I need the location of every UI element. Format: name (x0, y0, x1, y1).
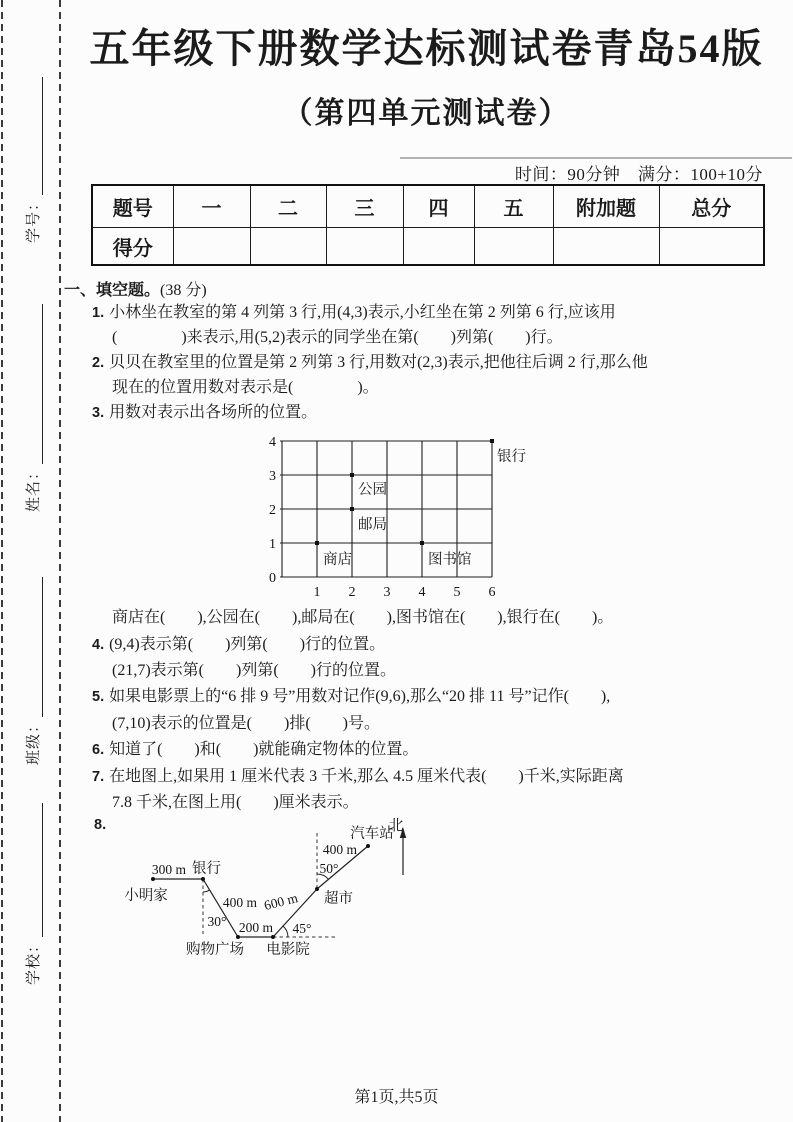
scan-fold-line (400, 157, 792, 159)
x-tick-6: 6 (488, 585, 496, 600)
question-3-line-1 (92, 403, 317, 423)
score-table (91, 184, 765, 266)
distance-market-station: 400 m (322, 842, 358, 857)
page-subtitle: （第四单元测试卷） (282, 97, 571, 130)
margin-dashed-separator (59, 0, 61, 1122)
y-axis-ticks (269, 435, 276, 586)
mall-point (236, 935, 240, 939)
library-label: 图书馆 (428, 552, 472, 568)
question-5-number: 5. (92, 689, 105, 705)
bank-label: 银行 (497, 449, 526, 465)
score-cell-empty (326, 228, 403, 266)
question-6-text: 知道了( )和( )就能确定物体的位置。 (109, 741, 419, 758)
question-1-number: 1. (92, 305, 105, 321)
time-score-info: 时间：90分钟 满分：100+10分 (514, 165, 763, 184)
home-point (151, 877, 155, 881)
angle-45: 45° (292, 921, 312, 936)
class-blank-line (28, 577, 43, 717)
score-table-col-4: 四 (403, 185, 474, 228)
score-table-col-1: 一 (173, 185, 250, 228)
bank-point (490, 439, 494, 443)
market-label: 超市 (324, 891, 353, 907)
question-7-line-2: 7.8 千米,在图上用( )厘米表示。 (112, 794, 359, 811)
question-1-text: 小林坐在教室的第 4 列第 3 行,用(4,3)表示,小红坐在第 2 列第 6 行,应该用 (109, 304, 616, 321)
question-6-number: 6. (92, 742, 105, 758)
cinema-label: 电影院 (266, 942, 310, 958)
score-table-col-total: 总分 (659, 185, 764, 228)
score-table-col-bonus: 附加题 (553, 185, 659, 228)
page-left-dashed-edge (1, 0, 3, 1122)
score-cell-empty (659, 228, 764, 266)
section-heading-text: 一、填空题。 (64, 282, 161, 299)
bank-point (201, 877, 205, 881)
score-table-corner: 题号 (92, 185, 173, 228)
student-number-label: 学号： (26, 194, 42, 243)
shop-label: 商店 (323, 552, 352, 568)
x-tick-5: 5 (453, 585, 461, 600)
question-4-line-2: (21,7)表示第( )列第( )行的位置。 (112, 662, 396, 679)
question-7-line-1 (92, 767, 624, 787)
score-cell-empty (474, 228, 553, 266)
section-score: (38 分) (160, 282, 207, 299)
question-5-text: 如果电影票上的“6 排 9 号”用数对记作(9,6),那么“20 排 11 号”记作( ), (109, 688, 611, 705)
score-cell-empty (553, 228, 659, 266)
school-label: 学校： (26, 936, 42, 985)
y-tick-0: 0 (269, 571, 276, 586)
score-cell-empty (173, 228, 250, 266)
question-2-line-1 (92, 353, 648, 373)
question-3-number: 3. (92, 405, 105, 421)
question-3-answer-line: 商店在( ),公园在( ),邮局在( ),图书馆在( ),银行在( )。 (112, 609, 614, 626)
question-1-line-2: ( )来表示,用(5,2)表示的同学坐在第( )列第( )行。 (112, 329, 563, 346)
question-7-number: 7. (92, 769, 105, 785)
sidebar-field-class (22, 568, 43, 765)
sidebar-field-school (22, 793, 43, 985)
shop-point (315, 541, 319, 545)
angle-30: 30° (207, 914, 227, 929)
location-points (315, 439, 494, 545)
mall-label: 购物广场 (186, 942, 244, 958)
station-point (366, 844, 370, 848)
cinema-point (271, 935, 275, 939)
score-cell-empty (403, 228, 474, 266)
coordinate-grid-chart (252, 430, 552, 602)
page-title: 五年级下册数学达标测试卷青岛54版 (89, 26, 764, 71)
question-4-number: 4. (92, 637, 105, 653)
distance-bank-mall: 400 m (222, 895, 258, 910)
x-tick-2: 2 (348, 585, 356, 600)
park-label: 公园 (358, 482, 387, 498)
sidebar-field-name (22, 292, 43, 512)
x-tick-1: 1 (313, 585, 321, 600)
question-5-line-1 (92, 687, 610, 707)
y-tick-1: 1 (269, 537, 276, 552)
score-row-label: 得分 (92, 228, 173, 266)
station-label: 汽车站 (350, 826, 394, 842)
question-4-line-1 (92, 635, 385, 655)
market-point (315, 887, 319, 891)
school-blank-line (28, 803, 43, 937)
distance-labels (152, 842, 358, 935)
name-blank-line (28, 304, 43, 464)
question-3-text: 用数对表示出各场所的位置。 (109, 404, 318, 421)
y-tick-4: 4 (269, 435, 276, 450)
x-tick-3: 3 (383, 585, 391, 600)
y-tick-2: 2 (269, 503, 276, 518)
bank-label: 银行 (192, 861, 221, 877)
score-table-col-2: 二 (250, 185, 326, 228)
class-label: 班级： (26, 716, 42, 765)
distance-cinema-market: 600 m (262, 890, 300, 914)
north-label: 北 (388, 818, 404, 834)
question-5-line-2: (7,10)表示的位置是( )排( )号。 (112, 715, 380, 732)
y-tick-3: 3 (269, 469, 276, 484)
question-2-number: 2. (92, 355, 105, 371)
question-7-text: 在地图上,如果用 1 厘米代表 3 千米,那么 4.5 厘米代表( )千米,实际距离 (109, 768, 624, 785)
name-label: 姓名： (26, 463, 42, 512)
student-number-blank-line (28, 77, 43, 195)
x-axis-ticks (314, 585, 496, 600)
question-1-line-1 (92, 303, 616, 323)
post-office-label: 邮局 (358, 517, 387, 533)
score-cell-empty (250, 228, 326, 266)
route-diagram (100, 813, 420, 963)
question-4-text: (9,4)表示第( )列第( )行的位置。 (109, 636, 386, 653)
question-6-line-1 (92, 740, 418, 760)
library-point (420, 541, 424, 545)
angle-50: 50° (319, 861, 339, 876)
page-number: 第1页,共5页 (354, 1089, 439, 1106)
distance-mall-cinema: 200 m (238, 920, 274, 935)
score-table-header-row (92, 185, 764, 228)
park-point (350, 473, 354, 477)
score-table-col-5: 五 (474, 185, 553, 228)
sidebar-field-student-number (22, 77, 43, 243)
post-office-point (350, 507, 354, 511)
question-2-line-2: 现在的位置用数对表示是( )。 (112, 379, 379, 396)
distance-home-bank: 300 m (151, 862, 187, 877)
home-label: 小明家 (124, 888, 168, 904)
section-heading (64, 277, 207, 300)
score-table-col-3: 三 (326, 185, 403, 228)
question-2-text: 贝贝在教室里的位置是第 2 列第 3 行,用数对(2,3)表示,把他往后调 2 行,那么他 (109, 354, 648, 371)
question-8-number: 8. (94, 817, 107, 833)
score-table-score-row (92, 228, 764, 266)
x-tick-4: 4 (418, 585, 426, 600)
